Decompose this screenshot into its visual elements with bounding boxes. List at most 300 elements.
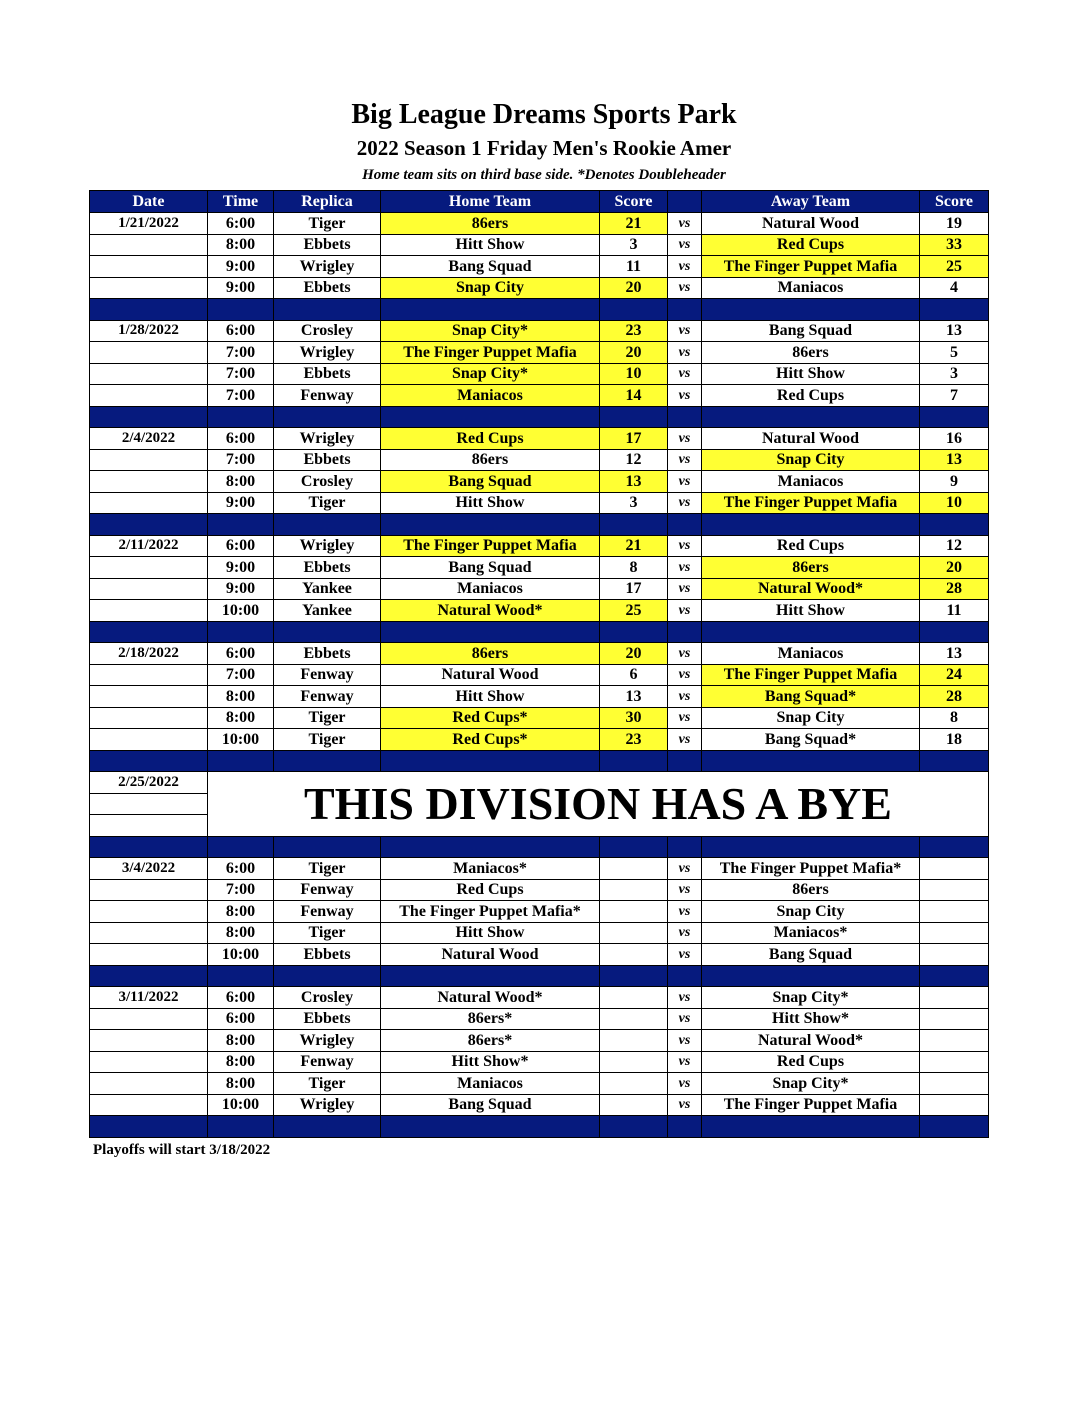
- time-cell: 8:00: [208, 686, 274, 708]
- home-score-cell: [600, 1094, 668, 1116]
- replica-cell: Ebbets: [274, 557, 381, 579]
- separator-row: [90, 836, 989, 858]
- away-score-cell: [920, 858, 989, 880]
- home-score-cell: [600, 858, 668, 880]
- home-score-cell: [600, 879, 668, 901]
- date-cell: [90, 234, 208, 256]
- vs-cell: vs: [668, 342, 702, 364]
- replica-cell: Tiger: [274, 213, 381, 235]
- separator-cell: [90, 299, 208, 321]
- time-cell: 10:00: [208, 1094, 274, 1116]
- date-cell: [90, 578, 208, 600]
- separator-cell: [208, 514, 274, 536]
- time-cell: 6:00: [208, 535, 274, 557]
- separator-row: [90, 750, 989, 772]
- home-team-cell: Red Cups*: [381, 729, 600, 751]
- col-home-score: Score: [600, 191, 668, 213]
- away-score-cell: 13: [920, 643, 989, 665]
- separator-cell: [90, 750, 208, 772]
- game-row: [90, 707, 989, 729]
- time-cell: 7:00: [208, 385, 274, 407]
- separator-cell: [381, 836, 600, 858]
- away-score-cell: 4: [920, 277, 989, 299]
- home-team-cell: The Finger Puppet Mafia*: [381, 901, 600, 923]
- vs-cell: vs: [668, 428, 702, 450]
- date-cell: [90, 944, 208, 966]
- date-cell: 2/4/2022: [90, 428, 208, 450]
- separator-cell: [668, 965, 702, 987]
- away-score-cell: 8: [920, 707, 989, 729]
- replica-cell: Wrigley: [274, 535, 381, 557]
- home-score-cell: 13: [600, 471, 668, 493]
- away-score-cell: 10: [920, 492, 989, 514]
- separator-cell: [702, 750, 920, 772]
- home-score-cell: 17: [600, 578, 668, 600]
- replica-cell: Tiger: [274, 707, 381, 729]
- time-cell: 6:00: [208, 428, 274, 450]
- separator-cell: [208, 406, 274, 428]
- col-away-team: Away Team: [702, 191, 920, 213]
- away-team-cell: 86ers: [702, 879, 920, 901]
- away-team-cell: Snap City: [702, 707, 920, 729]
- away-team-cell: Hitt Show*: [702, 1008, 920, 1030]
- date-cell: [90, 729, 208, 751]
- vs-cell: vs: [668, 686, 702, 708]
- separator-cell: [274, 836, 381, 858]
- col-vs: [668, 191, 702, 213]
- away-team-cell: The Finger Puppet Mafia: [702, 1094, 920, 1116]
- vs-cell: vs: [668, 492, 702, 514]
- game-row: [90, 320, 989, 342]
- away-score-cell: [920, 987, 989, 1009]
- home-score-cell: [600, 1073, 668, 1095]
- game-row: [90, 578, 989, 600]
- away-score-cell: 24: [920, 664, 989, 686]
- home-score-cell: 21: [600, 535, 668, 557]
- away-team-cell: Bang Squad*: [702, 686, 920, 708]
- time-cell: 7:00: [208, 879, 274, 901]
- away-score-cell: 13: [920, 320, 989, 342]
- separator-cell: [668, 406, 702, 428]
- game-row: [90, 600, 989, 622]
- away-team-cell: Bang Squad*: [702, 729, 920, 751]
- game-row: [90, 363, 989, 385]
- separator-cell: [702, 836, 920, 858]
- separator-cell: [920, 750, 989, 772]
- playoffs-note: Playoffs will start 3/18/2022: [93, 1142, 271, 1158]
- away-team-cell: Natural Wood*: [702, 1030, 920, 1052]
- replica-cell: Fenway: [274, 664, 381, 686]
- replica-cell: Fenway: [274, 1051, 381, 1073]
- date-cell: [90, 449, 208, 471]
- game-row: [90, 879, 989, 901]
- date-cell: 1/28/2022: [90, 320, 208, 342]
- away-score-cell: [920, 1094, 989, 1116]
- home-score-cell: 14: [600, 385, 668, 407]
- time-cell: 9:00: [208, 492, 274, 514]
- replica-cell: Yankee: [274, 600, 381, 622]
- game-row: [90, 234, 989, 256]
- replica-cell: Wrigley: [274, 1030, 381, 1052]
- away-team-cell: Hitt Show: [702, 600, 920, 622]
- game-row: [90, 471, 989, 493]
- separator-cell: [381, 965, 600, 987]
- home-team-cell: Red Cups: [381, 428, 600, 450]
- home-team-cell: Red Cups*: [381, 707, 600, 729]
- separator-cell: [668, 621, 702, 643]
- replica-cell: Tiger: [274, 922, 381, 944]
- game-row: [90, 944, 989, 966]
- replica-cell: Ebbets: [274, 363, 381, 385]
- away-score-cell: 5: [920, 342, 989, 364]
- vs-cell: vs: [668, 578, 702, 600]
- page-subtitle: 2022 Season 1 Friday Men's Rookie Amer: [356, 136, 732, 160]
- replica-cell: Wrigley: [274, 342, 381, 364]
- separator-cell: [668, 299, 702, 321]
- separator-cell: [381, 299, 600, 321]
- game-row: [90, 492, 989, 514]
- vs-cell: vs: [668, 277, 702, 299]
- separator-cell: [702, 621, 920, 643]
- replica-cell: Fenway: [274, 879, 381, 901]
- home-team-cell: Snap City*: [381, 320, 600, 342]
- date-cell: [90, 1094, 208, 1116]
- date-cell: [90, 492, 208, 514]
- home-team-cell: Natural Wood: [381, 664, 600, 686]
- home-team-cell: Red Cups: [381, 879, 600, 901]
- replica-cell: Wrigley: [274, 428, 381, 450]
- vs-cell: vs: [668, 944, 702, 966]
- bye-message: THIS DIVISION HAS A BYE: [208, 772, 989, 837]
- separator-cell: [90, 406, 208, 428]
- separator-cell: [274, 1116, 381, 1138]
- separator-cell: [208, 1116, 274, 1138]
- game-row: [90, 449, 989, 471]
- separator-cell: [208, 836, 274, 858]
- time-cell: 9:00: [208, 557, 274, 579]
- away-score-cell: [920, 1073, 989, 1095]
- home-team-cell: 86ers: [381, 449, 600, 471]
- vs-cell: vs: [668, 363, 702, 385]
- separator-cell: [90, 965, 208, 987]
- vs-cell: vs: [668, 471, 702, 493]
- home-team-cell: Maniacos*: [381, 858, 600, 880]
- date-cell: [90, 1073, 208, 1095]
- home-score-cell: [600, 901, 668, 923]
- date-cell: [90, 922, 208, 944]
- replica-cell: Fenway: [274, 901, 381, 923]
- home-team-cell: Hitt Show: [381, 686, 600, 708]
- time-cell: 8:00: [208, 1051, 274, 1073]
- vs-cell: vs: [668, 535, 702, 557]
- away-score-cell: 28: [920, 686, 989, 708]
- date-cell: [90, 385, 208, 407]
- game-row: [90, 664, 989, 686]
- replica-cell: Tiger: [274, 492, 381, 514]
- away-score-cell: 33: [920, 234, 989, 256]
- separator-cell: [600, 621, 668, 643]
- away-team-cell: Red Cups: [702, 1051, 920, 1073]
- game-row: [90, 729, 989, 751]
- col-date: Date: [90, 191, 208, 213]
- away-team-cell: Natural Wood: [702, 428, 920, 450]
- vs-cell: vs: [668, 1030, 702, 1052]
- date-cell: [90, 363, 208, 385]
- separator-cell: [208, 750, 274, 772]
- time-cell: 6:00: [208, 987, 274, 1009]
- separator-cell: [274, 621, 381, 643]
- vs-cell: vs: [668, 707, 702, 729]
- separator-cell: [90, 621, 208, 643]
- away-score-cell: 9: [920, 471, 989, 493]
- date-cell: [90, 256, 208, 278]
- home-score-cell: 8: [600, 557, 668, 579]
- home-score-cell: 23: [600, 729, 668, 751]
- date-cell: [90, 815, 208, 837]
- away-team-cell: Maniacos: [702, 277, 920, 299]
- separator-cell: [702, 1116, 920, 1138]
- replica-cell: Yankee: [274, 578, 381, 600]
- home-score-cell: 13: [600, 686, 668, 708]
- home-team-cell: Snap City: [381, 277, 600, 299]
- vs-cell: vs: [668, 256, 702, 278]
- date-cell: [90, 879, 208, 901]
- home-team-cell: Maniacos: [381, 385, 600, 407]
- vs-cell: vs: [668, 879, 702, 901]
- home-team-cell: Bang Squad: [381, 1094, 600, 1116]
- separator-cell: [90, 836, 208, 858]
- separator-cell: [668, 514, 702, 536]
- home-score-cell: 21: [600, 213, 668, 235]
- home-team-cell: Hitt Show: [381, 922, 600, 944]
- away-team-cell: Snap City*: [702, 1073, 920, 1095]
- date-cell: [90, 342, 208, 364]
- col-replica: Replica: [274, 191, 381, 213]
- home-score-cell: 30: [600, 707, 668, 729]
- home-score-cell: 17: [600, 428, 668, 450]
- replica-cell: Tiger: [274, 729, 381, 751]
- time-cell: 7:00: [208, 449, 274, 471]
- away-team-cell: Snap City*: [702, 987, 920, 1009]
- header-row: [90, 191, 989, 213]
- replica-cell: Crosley: [274, 320, 381, 342]
- replica-cell: Tiger: [274, 1073, 381, 1095]
- replica-cell: Ebbets: [274, 277, 381, 299]
- home-score-cell: [600, 944, 668, 966]
- time-cell: 6:00: [208, 213, 274, 235]
- away-score-cell: 3: [920, 363, 989, 385]
- separator-cell: [600, 299, 668, 321]
- time-cell: 8:00: [208, 901, 274, 923]
- vs-cell: vs: [668, 729, 702, 751]
- home-team-cell: 86ers: [381, 643, 600, 665]
- replica-cell: Crosley: [274, 987, 381, 1009]
- separator-cell: [600, 836, 668, 858]
- game-row: [90, 535, 989, 557]
- schedule-body: [90, 213, 989, 1138]
- away-score-cell: 12: [920, 535, 989, 557]
- vs-cell: vs: [668, 643, 702, 665]
- game-row: [90, 385, 989, 407]
- time-cell: 6:00: [208, 858, 274, 880]
- separator-cell: [274, 965, 381, 987]
- date-cell: [90, 1051, 208, 1073]
- date-cell: 3/4/2022: [90, 858, 208, 880]
- replica-cell: Ebbets: [274, 944, 381, 966]
- date-cell: [90, 471, 208, 493]
- vs-cell: vs: [668, 1051, 702, 1073]
- replica-cell: Fenway: [274, 686, 381, 708]
- vs-cell: vs: [668, 385, 702, 407]
- separator-cell: [702, 965, 920, 987]
- home-team-cell: Bang Squad: [381, 471, 600, 493]
- away-team-cell: The Finger Puppet Mafia: [702, 664, 920, 686]
- away-team-cell: Natural Wood*: [702, 578, 920, 600]
- game-row: [90, 987, 989, 1009]
- separator-cell: [274, 514, 381, 536]
- away-score-cell: 13: [920, 449, 989, 471]
- separator-cell: [381, 750, 600, 772]
- time-cell: 8:00: [208, 471, 274, 493]
- vs-cell: vs: [668, 901, 702, 923]
- replica-cell: Tiger: [274, 858, 381, 880]
- home-team-cell: Natural Wood*: [381, 600, 600, 622]
- separator-row: [90, 1116, 989, 1138]
- away-team-cell: Snap City: [702, 901, 920, 923]
- game-row: [90, 1094, 989, 1116]
- separator-row: [90, 965, 989, 987]
- vs-cell: vs: [668, 600, 702, 622]
- away-score-cell: [920, 1008, 989, 1030]
- vs-cell: vs: [668, 1094, 702, 1116]
- home-score-cell: 12: [600, 449, 668, 471]
- date-cell: [90, 557, 208, 579]
- away-score-cell: 18: [920, 729, 989, 751]
- col-home-team: Home Team: [381, 191, 600, 213]
- vs-cell: vs: [668, 1008, 702, 1030]
- schedule-table: [89, 190, 989, 1138]
- separator-cell: [90, 1116, 208, 1138]
- time-cell: 8:00: [208, 234, 274, 256]
- separator-cell: [381, 1116, 600, 1138]
- date-cell: [90, 277, 208, 299]
- home-score-cell: 25: [600, 600, 668, 622]
- separator-cell: [600, 406, 668, 428]
- replica-cell: Wrigley: [274, 256, 381, 278]
- away-score-cell: [920, 944, 989, 966]
- date-cell: [90, 793, 208, 815]
- home-score-cell: [600, 1030, 668, 1052]
- vs-cell: vs: [668, 234, 702, 256]
- away-score-cell: 16: [920, 428, 989, 450]
- home-score-cell: [600, 922, 668, 944]
- date-cell: [90, 664, 208, 686]
- time-cell: 7:00: [208, 664, 274, 686]
- away-team-cell: Maniacos: [702, 643, 920, 665]
- away-score-cell: 7: [920, 385, 989, 407]
- date-cell: 2/18/2022: [90, 643, 208, 665]
- date-cell: 2/11/2022: [90, 535, 208, 557]
- home-score-cell: 23: [600, 320, 668, 342]
- away-score-cell: 25: [920, 256, 989, 278]
- home-score-cell: [600, 987, 668, 1009]
- game-row: [90, 922, 989, 944]
- separator-row: [90, 621, 989, 643]
- home-score-cell: [600, 1008, 668, 1030]
- away-score-cell: [920, 901, 989, 923]
- schedule-note: Home team sits on third base side. *Denotes Doubleheader: [362, 167, 726, 183]
- time-cell: 7:00: [208, 363, 274, 385]
- home-team-cell: 86ers: [381, 213, 600, 235]
- separator-cell: [920, 406, 989, 428]
- home-team-cell: Bang Squad: [381, 557, 600, 579]
- away-score-cell: [920, 922, 989, 944]
- separator-row: [90, 406, 989, 428]
- home-score-cell: 20: [600, 643, 668, 665]
- time-cell: 10:00: [208, 600, 274, 622]
- away-team-cell: 86ers: [702, 557, 920, 579]
- vs-cell: vs: [668, 987, 702, 1009]
- game-row: [90, 1051, 989, 1073]
- separator-cell: [668, 1116, 702, 1138]
- separator-cell: [668, 836, 702, 858]
- time-cell: 8:00: [208, 922, 274, 944]
- separator-cell: [920, 514, 989, 536]
- replica-cell: Fenway: [274, 385, 381, 407]
- separator-cell: [381, 621, 600, 643]
- away-team-cell: Red Cups: [702, 535, 920, 557]
- separator-cell: [381, 406, 600, 428]
- home-team-cell: Hitt Show: [381, 492, 600, 514]
- home-team-cell: Bang Squad: [381, 256, 600, 278]
- time-cell: 6:00: [208, 643, 274, 665]
- away-team-cell: The Finger Puppet Mafia: [702, 492, 920, 514]
- separator-cell: [702, 406, 920, 428]
- separator-cell: [920, 1116, 989, 1138]
- away-team-cell: Hitt Show: [702, 363, 920, 385]
- vs-cell: vs: [668, 320, 702, 342]
- away-score-cell: 11: [920, 600, 989, 622]
- replica-cell: Wrigley: [274, 1094, 381, 1116]
- replica-cell: Ebbets: [274, 234, 381, 256]
- separator-cell: [274, 299, 381, 321]
- separator-cell: [274, 406, 381, 428]
- col-away-score: Score: [920, 191, 989, 213]
- home-score-cell: 6: [600, 664, 668, 686]
- time-cell: 7:00: [208, 342, 274, 364]
- separator-cell: [702, 514, 920, 536]
- home-team-cell: Snap City*: [381, 363, 600, 385]
- time-cell: 9:00: [208, 578, 274, 600]
- away-team-cell: Maniacos: [702, 471, 920, 493]
- time-cell: 6:00: [208, 320, 274, 342]
- separator-cell: [208, 965, 274, 987]
- away-score-cell: 20: [920, 557, 989, 579]
- time-cell: 10:00: [208, 944, 274, 966]
- date-cell: [90, 901, 208, 923]
- home-team-cell: Maniacos: [381, 578, 600, 600]
- away-team-cell: Bang Squad: [702, 320, 920, 342]
- separator-row: [90, 299, 989, 321]
- away-score-cell: 28: [920, 578, 989, 600]
- separator-cell: [920, 965, 989, 987]
- time-cell: 10:00: [208, 729, 274, 751]
- home-team-cell: The Finger Puppet Mafia: [381, 535, 600, 557]
- date-cell: [90, 600, 208, 622]
- game-row: [90, 686, 989, 708]
- time-cell: 8:00: [208, 1030, 274, 1052]
- separator-cell: [208, 299, 274, 321]
